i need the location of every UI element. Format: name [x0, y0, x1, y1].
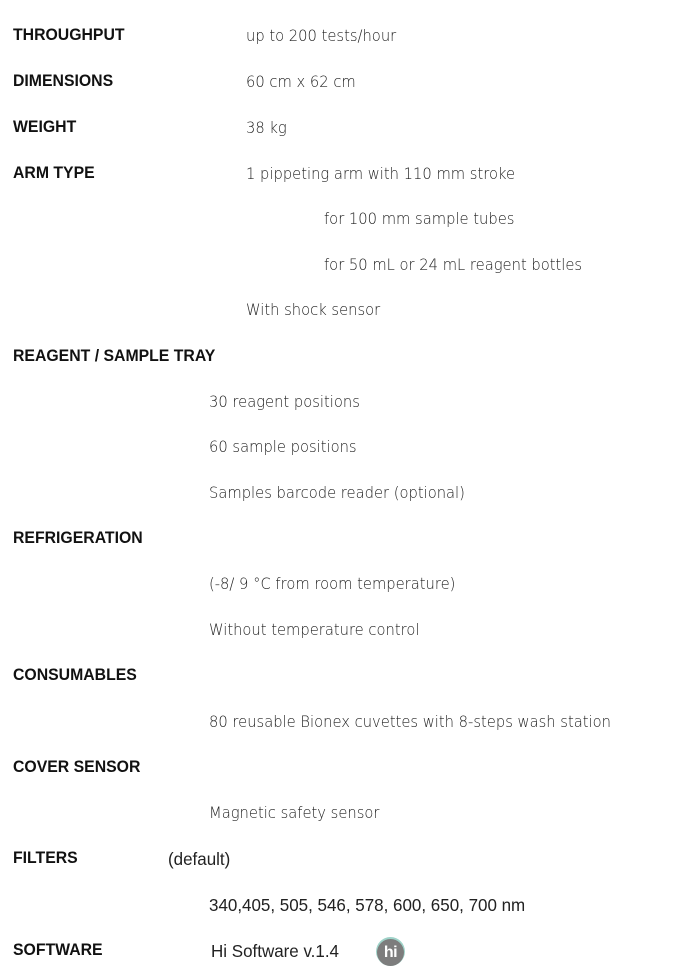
value-arm-type: 1 pippeting arm with 110 mm stroke	[246, 164, 516, 183]
value-throughput: up to 200 tests/hour	[246, 26, 397, 45]
value-software-version: Hi Software v.1.4	[211, 941, 339, 961]
label-refrigeration: REFRIGERATION	[13, 528, 143, 547]
value-filter-wavelengths: 340,405, 505, 546, 578, 600, 650, 700 nm	[209, 895, 526, 915]
value-temperature-control: Without temperature control	[209, 620, 420, 639]
value-weight: 38 kg	[246, 118, 287, 137]
label-reagent-sample-tray: REAGENT / SAMPLE TRAY	[13, 346, 216, 365]
value-cuvettes: 80 reusable Bionex cuvettes with 8-steps wash station	[209, 712, 611, 731]
label-filters: FILTERS	[13, 848, 78, 867]
value-arm-shock-sensor: With shock sensor	[246, 300, 381, 319]
label-cover-sensor: COVER SENSOR	[13, 757, 141, 776]
label-weight: WEIGHT	[13, 117, 77, 136]
value-sample-positions: 60 sample positions	[209, 437, 357, 456]
value-reagent-positions: 30 reagent positions	[209, 392, 360, 411]
label-consumables: CONSUMABLES	[13, 665, 137, 684]
value-magnetic-sensor: Magnetic safety sensor	[209, 803, 380, 822]
label-arm-type: ARM TYPE	[13, 163, 95, 182]
value-arm-reagent-bottles: for 50 mL or 24 mL reagent bottles	[324, 255, 583, 274]
label-software: SOFTWARE	[13, 940, 103, 959]
value-refrigeration-range: (-8/ 9 °C from room temperature)	[209, 574, 456, 593]
value-dimensions: 60 cm x 62 cm	[246, 72, 356, 91]
label-dimensions: DIMENSIONS	[13, 71, 114, 90]
label-throughput: THROUGHPUT	[13, 25, 125, 44]
value-filters-default: (default)	[168, 849, 231, 869]
hi-software-logo-icon: hi	[377, 939, 404, 966]
value-arm-sample-tubes: for 100 mm sample tubes	[324, 209, 515, 228]
value-barcode-reader: Samples barcode reader (optional)	[209, 483, 465, 502]
